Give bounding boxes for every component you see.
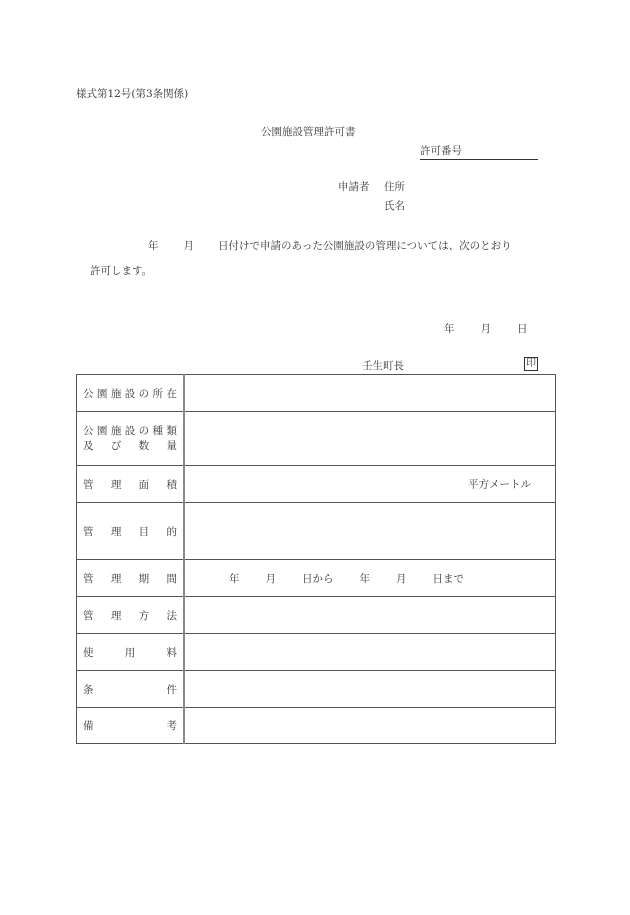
method-value[interactable] bbox=[184, 597, 556, 634]
table-row-remarks bbox=[77, 708, 556, 744]
issue-year: 年 bbox=[444, 323, 455, 335]
permit-number-field: 許可番号 bbox=[420, 143, 538, 160]
row-label: 管 理 面 積 bbox=[83, 478, 177, 491]
remarks-value[interactable] bbox=[184, 708, 556, 744]
row-label: 管 理 期 間 bbox=[83, 572, 177, 585]
fee-value[interactable] bbox=[184, 634, 556, 671]
seal-mark: 印 bbox=[526, 358, 536, 369]
type-quantity-value[interactable] bbox=[184, 412, 556, 466]
issue-day: 日 bbox=[517, 323, 528, 335]
area-value[interactable] bbox=[184, 466, 556, 503]
table-row-period bbox=[77, 560, 556, 597]
table-row-type-quantity bbox=[77, 412, 556, 466]
area-unit: 平方メートル bbox=[468, 478, 531, 491]
issue-date bbox=[444, 321, 528, 336]
body-year: 年 bbox=[148, 240, 159, 252]
purpose-value[interactable] bbox=[184, 503, 556, 560]
row-label: 条 件 bbox=[83, 683, 177, 696]
table-row-purpose bbox=[77, 503, 556, 560]
row-label: 公 園 施 設 の 種 類 及 び 数 量 bbox=[83, 424, 177, 452]
applicant-label: 申請者 bbox=[338, 181, 370, 193]
form-number: 様式第12号(第3条関係) bbox=[76, 88, 189, 100]
table-row-area bbox=[77, 466, 556, 503]
table-row-conditions bbox=[77, 671, 556, 708]
issue-month: 月 bbox=[480, 323, 491, 335]
permit-details-table bbox=[76, 374, 556, 744]
row-label: 管 理 方 法 bbox=[83, 609, 177, 622]
document-title: 公園施設管理許可書 bbox=[261, 126, 356, 138]
body-text-line2: 許可します。 bbox=[90, 265, 153, 277]
conditions-value[interactable] bbox=[184, 671, 556, 708]
row-label: 備 考 bbox=[83, 720, 177, 732]
applicant-name-label: 氏名 bbox=[384, 200, 405, 212]
body-text: 日付けで申請のあった公園施設の管理については、次のとおり bbox=[218, 240, 512, 252]
issuer-title: 壬生町長 bbox=[362, 360, 404, 372]
row-label: 公 園 施 設 の 所 在 bbox=[83, 387, 177, 400]
row-label: 管 理 目 的 bbox=[83, 525, 177, 538]
period-value[interactable]: 年 月 日から 年 月 日まで bbox=[184, 560, 556, 597]
table-row-method bbox=[77, 597, 556, 634]
body-month: 月 bbox=[183, 240, 194, 252]
table-row-fee bbox=[77, 634, 556, 671]
applicant-address-label: 住所 bbox=[384, 181, 405, 193]
table-row-location bbox=[77, 375, 556, 412]
row-label: 使 用 料 bbox=[83, 646, 177, 659]
body-text-line1 bbox=[76, 238, 512, 253]
location-value[interactable] bbox=[184, 375, 556, 412]
